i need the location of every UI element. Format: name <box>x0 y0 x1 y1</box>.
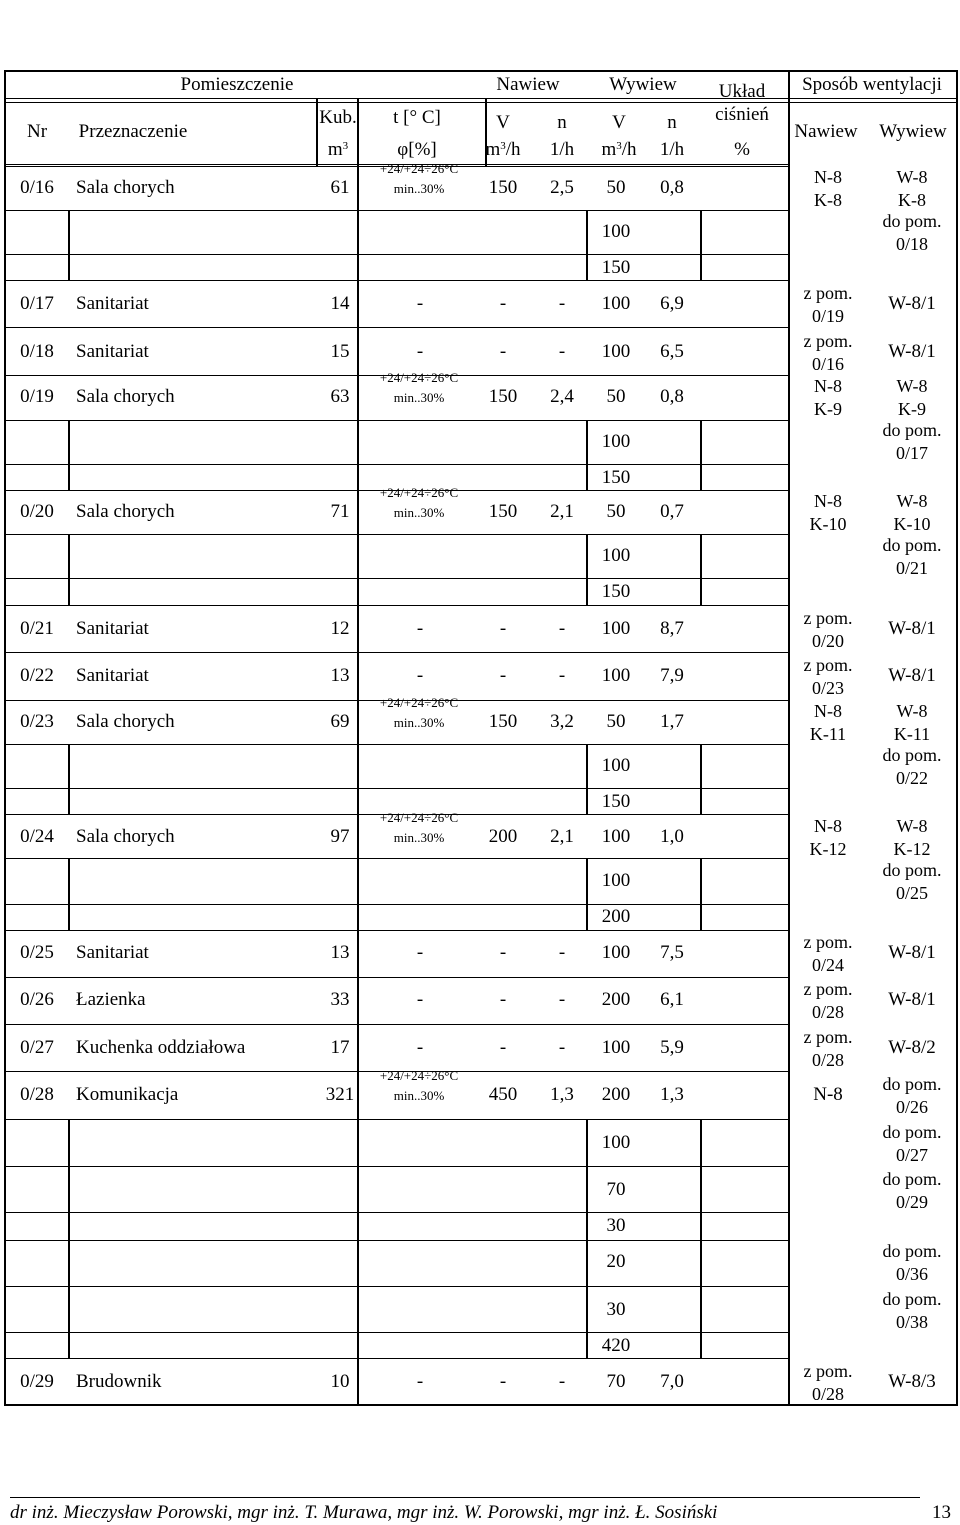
room-sposob-wywiew: W-8/3 <box>888 1371 936 1392</box>
room-supply-volume: - <box>499 341 507 362</box>
room-name: Sala chorych <box>76 386 175 407</box>
room-supply-rate: 3,2 <box>550 711 574 732</box>
room-exhaust-rate: 8,7 <box>660 618 684 639</box>
room-humidity: min..30% <box>393 505 445 520</box>
row-divider <box>4 1166 788 1167</box>
room-sposob-nawiew: N-8 <box>814 816 842 836</box>
room-temperature: - <box>416 341 424 362</box>
room-supply-volume: - <box>499 665 507 686</box>
room-sposob-nawiew-target: 0/23 <box>811 678 845 698</box>
room-exhaust-rate: 6,9 <box>660 293 684 314</box>
room-temperature: +24/+24÷26°C <box>379 370 459 385</box>
room-volume: 13 <box>330 942 350 963</box>
room-volume: 12 <box>330 618 350 639</box>
room-nr: 0/26 <box>20 989 54 1010</box>
room-volume: 33 <box>330 989 350 1010</box>
room-exhaust-volume: 50 <box>606 386 626 407</box>
room-nr: 0/24 <box>20 826 54 847</box>
room-supply-volume: 150 <box>488 501 518 522</box>
header-v-wywiew: V <box>612 112 626 133</box>
room-supply-rate: - <box>558 989 566 1010</box>
room-temperature: - <box>416 618 424 639</box>
room-sposob-wywiew: W-8 <box>896 376 928 396</box>
header-n-wywiew: n <box>667 112 677 133</box>
column-divider <box>357 98 359 1406</box>
header-unit-n-nawiew: 1/h <box>549 139 575 160</box>
header-nr: Nr <box>26 121 48 142</box>
room-sposob-nawiew-target: 0/28 <box>811 1002 845 1022</box>
room-nr: 0/21 <box>20 618 54 639</box>
room-sposob-nawiew: z pom. <box>803 1361 853 1381</box>
header-pomieszczenie: Pomieszczenie <box>180 74 294 95</box>
exhaust-subvalue: 30 <box>606 1215 626 1236</box>
room-sposob-wywiew: W-8/1 <box>888 341 936 362</box>
header-unit-n-wywiew: 1/h <box>659 139 685 160</box>
column-divider <box>586 1119 588 1358</box>
row-divider <box>4 788 788 789</box>
room-volume: 71 <box>330 501 350 522</box>
row-divider <box>4 534 788 535</box>
sub-wywiew-target: 0/18 <box>895 234 929 254</box>
exhaust-subvalue: 100 <box>601 221 631 242</box>
room-supply-volume: - <box>499 989 507 1010</box>
room-exhaust-rate: 7,0 <box>660 1371 684 1392</box>
exhaust-subvalue: 150 <box>601 257 631 278</box>
room-exhaust-rate: 6,5 <box>660 341 684 362</box>
room-name: Kuchenka oddziałowa <box>76 1037 246 1058</box>
header-unit-v-wywiew <box>601 140 636 160</box>
room-sposob-nawiew: z pom. <box>803 979 853 999</box>
header-sposob-nawiew: Nawiew <box>794 121 858 142</box>
header-phi: φ[%] <box>397 139 437 160</box>
room-name: Sala chorych <box>76 711 175 732</box>
exhaust-subvalue: 150 <box>601 791 631 812</box>
room-supply-rate: - <box>558 1371 566 1392</box>
room-exhaust-rate: 1,0 <box>660 826 684 847</box>
row-divider <box>4 1240 788 1241</box>
column-divider <box>586 210 588 280</box>
room-volume: 97 <box>330 826 350 847</box>
header-n-nawiew: n <box>557 112 567 133</box>
room-temperature: +24/+24÷26°C <box>379 161 459 176</box>
column-divider <box>700 420 702 490</box>
room-temperature: - <box>416 989 424 1010</box>
room-name: Sanitariat <box>76 665 149 686</box>
column-divider <box>788 70 790 1406</box>
room-nr: 0/22 <box>20 665 54 686</box>
sub-wywiew-label: do pom. <box>882 860 942 880</box>
room-exhaust-volume: 100 <box>601 942 631 963</box>
header-unit-v-nawiew <box>485 140 520 160</box>
room-sposob-nawiew-target: 0/16 <box>811 354 845 374</box>
room-sposob-nawiew-target: K-10 <box>809 514 847 534</box>
header-unit-v-wywiew-exp: 3 <box>616 140 622 152</box>
header-unit-v-wywiew-base: m <box>601 139 617 160</box>
room-supply-volume: - <box>499 1037 507 1058</box>
room-sposob-nawiew: z pom. <box>803 655 853 675</box>
room-sposob-wywiew: W-8/2 <box>888 1037 936 1058</box>
column-divider <box>68 210 70 280</box>
room-exhaust-rate: 6,1 <box>660 989 684 1010</box>
column-divider <box>700 858 702 930</box>
room-sposob-wywiew: W-8/1 <box>888 942 936 963</box>
room-sposob-nawiew-target: 0/20 <box>811 631 845 651</box>
room-volume: 13 <box>330 665 350 686</box>
room-name: Sanitariat <box>76 341 149 362</box>
row-divider <box>4 327 788 328</box>
page-number: 13 <box>932 1502 951 1523</box>
header-cisnien: ciśnień <box>715 104 769 125</box>
header-wywiew: Wywiew <box>609 74 677 95</box>
row-divider <box>4 1024 788 1025</box>
room-volume: 14 <box>330 293 350 314</box>
room-exhaust-rate: 0,7 <box>660 501 684 522</box>
sub-wywiew-label: do pom. <box>882 535 942 555</box>
room-supply-volume: 450 <box>488 1084 518 1105</box>
room-supply-volume: - <box>499 618 507 639</box>
room-exhaust-volume: 70 <box>606 1371 626 1392</box>
room-exhaust-volume: 50 <box>606 501 626 522</box>
room-exhaust-volume: 50 <box>606 711 626 732</box>
room-supply-rate: 2,5 <box>550 177 574 198</box>
room-volume: 63 <box>330 386 350 407</box>
row-divider <box>4 904 788 905</box>
sub-wywiew-target: 0/25 <box>895 883 929 903</box>
room-temperature: - <box>416 942 424 963</box>
room-volume: 10 <box>330 1371 350 1392</box>
header-unit-m3-exp: 3 <box>342 140 349 152</box>
footer-divider <box>10 1497 920 1498</box>
room-sposob-nawiew: z pom. <box>803 932 853 952</box>
room-supply-volume: 200 <box>488 826 518 847</box>
room-volume: 321 <box>325 1084 355 1105</box>
header-przeznaczenie: Przeznaczenie <box>78 121 188 142</box>
sub-wywiew-label: do pom. <box>882 211 942 231</box>
room-supply-rate: - <box>558 618 566 639</box>
room-temperature: - <box>416 1371 424 1392</box>
room-supply-rate: 2,4 <box>550 386 574 407</box>
room-nr: 0/25 <box>20 942 54 963</box>
room-temperature: - <box>416 665 424 686</box>
room-sposob-wywiew-target: K-12 <box>893 839 931 859</box>
room-exhaust-volume: 200 <box>601 989 631 1010</box>
room-nr: 0/23 <box>20 711 54 732</box>
room-temperature: +24/+24÷26°C <box>379 810 459 825</box>
row-divider <box>4 98 958 99</box>
room-humidity: min..30% <box>393 830 445 845</box>
header-v-nawiew: V <box>496 112 510 133</box>
room-sposob-wywiew-target: K-9 <box>898 399 926 419</box>
room-volume: 61 <box>330 177 350 198</box>
sub-wywiew-label: do pom. <box>882 1241 942 1261</box>
room-sposob-wywiew: W-8 <box>896 491 928 511</box>
room-exhaust-rate: 7,9 <box>660 665 684 686</box>
room-sposob-wywiew: W-8/1 <box>888 618 936 639</box>
column-divider <box>68 858 70 930</box>
room-supply-volume: 150 <box>488 386 518 407</box>
header-unit-pct: % <box>734 139 750 160</box>
room-supply-volume: - <box>499 293 507 314</box>
row-divider <box>4 1332 788 1333</box>
column-divider <box>586 858 588 930</box>
room-exhaust-rate: 1,7 <box>660 711 684 732</box>
sub-wywiew-label: do pom. <box>882 1122 942 1142</box>
room-temperature: +24/+24÷26°C <box>379 485 459 500</box>
room-humidity: min..30% <box>393 390 445 405</box>
row-divider <box>4 1119 788 1120</box>
room-name: Komunikacja <box>76 1084 179 1105</box>
room-sposob-nawiew-target: 0/28 <box>811 1050 845 1070</box>
room-nr: 0/29 <box>20 1371 54 1392</box>
row-divider <box>4 1212 788 1213</box>
room-name: Sala chorych <box>76 826 175 847</box>
room-sposob-nawiew-target: K-9 <box>814 399 842 419</box>
room-sposob-nawiew: N-8 <box>814 376 842 396</box>
column-divider <box>700 210 702 280</box>
room-exhaust-rate: 0,8 <box>660 386 684 407</box>
header-kub: Kub. <box>319 107 357 128</box>
room-volume: 15 <box>330 341 350 362</box>
room-supply-rate: - <box>558 1037 566 1058</box>
row-divider <box>4 977 788 978</box>
room-temperature: - <box>416 1037 424 1058</box>
exhaust-subvalue: 20 <box>606 1251 626 1272</box>
header-unit-m3-base: m <box>327 139 343 160</box>
room-exhaust-volume: 100 <box>601 341 631 362</box>
sub-wywiew-label: do pom. <box>882 745 942 765</box>
room-nr: 0/16 <box>20 177 54 198</box>
row-divider <box>4 420 788 421</box>
sub-wywiew-target: 0/17 <box>895 443 929 463</box>
sub-wywiew-target: 0/27 <box>895 1145 929 1165</box>
row-divider <box>4 102 958 103</box>
room-sposob-nawiew: z pom. <box>803 283 853 303</box>
column-divider <box>68 534 70 605</box>
exhaust-subvalue: 100 <box>601 755 631 776</box>
room-sposob-nawiew: N-8 <box>814 167 842 187</box>
room-sposob-nawiew-target: 0/19 <box>811 306 845 326</box>
column-divider <box>586 534 588 605</box>
exhaust-subvalue: 150 <box>601 581 631 602</box>
row-divider <box>4 254 788 255</box>
room-sposob-nawiew-target: K-11 <box>809 724 847 744</box>
room-supply-rate: - <box>558 942 566 963</box>
room-sposob-nawiew: N-8 <box>813 1084 843 1105</box>
room-name: Brudownik <box>76 1371 162 1392</box>
room-exhaust-volume: 100 <box>601 293 631 314</box>
room-sposob-nawiew: z pom. <box>803 331 853 351</box>
room-exhaust-volume: 100 <box>601 665 631 686</box>
room-supply-rate: 1,3 <box>550 1084 574 1105</box>
room-supply-rate: 2,1 <box>550 501 574 522</box>
column-divider <box>316 98 318 166</box>
room-supply-rate: - <box>558 341 566 362</box>
header-unit-v-nawiew-exp: 3 <box>500 140 506 152</box>
room-name: Sala chorych <box>76 501 175 522</box>
exhaust-subvalue: 100 <box>601 1132 631 1153</box>
room-supply-volume: 150 <box>488 177 518 198</box>
room-nr: 0/20 <box>20 501 54 522</box>
room-sposob-nawiew-target: K-12 <box>809 839 847 859</box>
room-name: Sanitariat <box>76 618 149 639</box>
room-name: Sanitariat <box>76 293 149 314</box>
room-supply-volume: - <box>499 942 507 963</box>
column-divider <box>700 534 702 605</box>
room-name: Łazienka <box>76 989 146 1010</box>
row-divider <box>4 210 788 211</box>
room-sposob-wywiew: do pom. <box>882 1074 942 1094</box>
row-divider <box>4 1358 788 1359</box>
column-divider <box>700 744 702 814</box>
room-sposob-wywiew: W-8/1 <box>888 293 936 314</box>
room-sposob-nawiew-target: 0/24 <box>811 955 845 975</box>
row-divider <box>486 102 700 103</box>
row-divider <box>4 744 788 745</box>
room-humidity: min..30% <box>393 181 445 196</box>
room-supply-volume: - <box>499 1371 507 1392</box>
room-temperature: +24/+24÷26°C <box>379 695 459 710</box>
sub-wywiew-label: do pom. <box>882 1169 942 1189</box>
room-sposob-wywiew-target: K-10 <box>893 514 931 534</box>
room-nr: 0/19 <box>20 386 54 407</box>
exhaust-subvalue: 200 <box>601 906 631 927</box>
column-divider <box>68 744 70 814</box>
room-nr: 0/17 <box>20 293 54 314</box>
room-exhaust-volume: 100 <box>601 618 631 639</box>
room-sposob-nawiew: N-8 <box>814 701 842 721</box>
row-divider <box>4 605 788 606</box>
header-sposob: Sposób wentylacji <box>802 74 942 95</box>
sub-wywiew-target: 0/38 <box>895 1312 929 1332</box>
room-exhaust-volume: 50 <box>606 177 626 198</box>
room-volume: 17 <box>330 1037 350 1058</box>
sub-wywiew-label: do pom. <box>882 1289 942 1309</box>
sub-wywiew-target: 0/36 <box>895 1264 929 1284</box>
room-exhaust-rate: 5,9 <box>660 1037 684 1058</box>
exhaust-subvalue: 30 <box>606 1299 626 1320</box>
row-divider <box>4 280 788 281</box>
header-uklad: Układ <box>718 81 766 102</box>
room-sposob-wywiew: W-8/1 <box>888 989 936 1010</box>
row-divider <box>4 464 788 465</box>
room-humidity: min..30% <box>393 715 445 730</box>
room-sposob-wywiew-target: K-11 <box>893 724 931 744</box>
room-sposob-wywiew: W-8/1 <box>888 665 936 686</box>
column-divider <box>700 1119 702 1358</box>
room-nr: 0/27 <box>20 1037 54 1058</box>
column-divider <box>586 744 588 814</box>
room-sposob-wywiew-target: K-8 <box>898 190 926 210</box>
header-nawiew: Nawiew <box>496 74 560 95</box>
room-supply-rate: - <box>558 293 566 314</box>
footer-authors: dr inż. Mieczysław Porowski, mgr inż. T. Murawa, mgr inż. W. Porowski, mgr inż. Ł. Sosiński <box>10 1502 718 1523</box>
room-exhaust-rate: 0,8 <box>660 177 684 198</box>
room-sposob-nawiew: z pom. <box>803 1027 853 1047</box>
row-divider <box>4 578 788 579</box>
column-divider <box>68 420 70 490</box>
header-unit-m3 <box>328 140 348 160</box>
room-temperature: - <box>416 293 424 314</box>
header-sposob-wywiew: Wywiew <box>879 121 947 142</box>
exhaust-subvalue: 420 <box>601 1335 631 1356</box>
room-sposob-wywiew: W-8 <box>896 816 928 836</box>
room-nr: 0/28 <box>20 1084 54 1105</box>
room-nr: 0/18 <box>20 341 54 362</box>
exhaust-subvalue: 100 <box>601 431 631 452</box>
sub-wywiew-label: do pom. <box>882 420 942 440</box>
exhaust-subvalue: 150 <box>601 467 631 488</box>
room-supply-rate: - <box>558 665 566 686</box>
sub-wywiew-target: 0/21 <box>895 558 929 578</box>
row-divider <box>4 652 788 653</box>
row-divider <box>4 930 788 931</box>
sub-wywiew-target: 0/29 <box>895 1192 929 1212</box>
room-sposob-wywiew: W-8 <box>896 701 928 721</box>
room-exhaust-volume: 100 <box>601 1037 631 1058</box>
room-exhaust-rate: 7,5 <box>660 942 684 963</box>
room-temperature: +24/+24÷26°C <box>379 1068 459 1083</box>
room-exhaust-rate: 1,3 <box>660 1084 684 1105</box>
room-supply-volume: 150 <box>488 711 518 732</box>
room-exhaust-volume: 200 <box>601 1084 631 1105</box>
room-sposob-wywiew: W-8 <box>896 167 928 187</box>
room-humidity: min..30% <box>393 1088 445 1103</box>
room-sposob-nawiew: z pom. <box>803 608 853 628</box>
sub-wywiew-target: 0/22 <box>895 768 929 788</box>
header-unit-v-wywiew-unit: /h <box>621 139 637 160</box>
room-sposob-nawiew-target: 0/28 <box>811 1384 845 1404</box>
exhaust-subvalue: 100 <box>601 545 631 566</box>
room-supply-rate: 2,1 <box>550 826 574 847</box>
row-divider <box>4 1286 788 1287</box>
header-temp: t [° C] <box>393 107 441 128</box>
room-exhaust-volume: 100 <box>601 826 631 847</box>
exhaust-subvalue: 100 <box>601 870 631 891</box>
room-name: Sala chorych <box>76 177 175 198</box>
header-unit-v-nawiew-unit: /h <box>505 139 521 160</box>
exhaust-subvalue: 70 <box>606 1179 626 1200</box>
column-divider <box>68 1119 70 1358</box>
room-name: Sanitariat <box>76 942 149 963</box>
header-unit-v-nawiew-base: m <box>485 139 501 160</box>
room-sposob-nawiew-target: K-8 <box>814 190 842 210</box>
row-divider <box>4 858 788 859</box>
room-volume: 69 <box>330 711 350 732</box>
column-divider <box>586 420 588 490</box>
room-sposob-nawiew: N-8 <box>814 491 842 511</box>
room-sposob-wywiew-target: 0/26 <box>895 1097 929 1117</box>
